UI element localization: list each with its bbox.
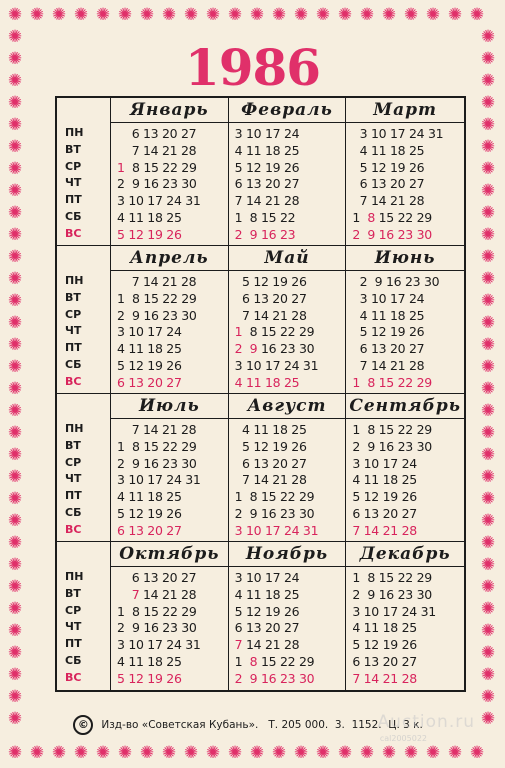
week-row: 5 12 19 26 xyxy=(117,226,182,242)
flower-icon: ✺ xyxy=(29,743,45,763)
week-row: 5 12 19 26 xyxy=(234,274,307,289)
flower-icon: ✺ xyxy=(480,269,496,289)
day-name: ВТ xyxy=(65,142,81,156)
week-row: 3 10 17 24 31 xyxy=(352,603,436,619)
month-name: Март xyxy=(346,98,464,123)
week-row: 2 9 16 23 30 xyxy=(352,274,440,289)
year-title: 1986 xyxy=(184,38,321,97)
flower-icon: ✺ xyxy=(161,5,177,25)
flower-icon: ✺ xyxy=(7,445,23,465)
flower-icon: ✺ xyxy=(480,49,496,69)
week-row: 4 11 18 25 xyxy=(117,653,182,669)
watermark: Auction.ru xyxy=(377,712,475,732)
month-days xyxy=(346,419,464,540)
flower-icon: ✺ xyxy=(480,621,496,641)
flower-icon: ✺ xyxy=(480,93,496,113)
flower-icon: ✺ xyxy=(480,423,496,443)
week-row: 3 10 17 24 xyxy=(117,324,182,340)
flower-icon: ✺ xyxy=(7,489,23,509)
week-row: 5 12 19 26 xyxy=(117,505,182,521)
week-row: 7 14 21 28 xyxy=(117,142,197,158)
week-row: 3 10 17 24 31 xyxy=(234,357,319,373)
week-row: 6 13 20 27 xyxy=(352,176,425,192)
flower-icon: ✺ xyxy=(7,247,23,267)
week-row: 6 13 20 27 xyxy=(234,455,307,471)
month-days xyxy=(229,567,346,688)
month-block xyxy=(346,542,464,690)
week-row: 1 8 15 22 29 xyxy=(352,374,432,390)
flower-icon: ✺ xyxy=(480,687,496,707)
week-row: 7 14 21 28 xyxy=(352,357,425,373)
month-name: Февраль xyxy=(229,98,346,123)
day-name: ПТ xyxy=(65,341,82,355)
flower-icon: ✺ xyxy=(7,269,23,289)
month-name: Апрель xyxy=(111,246,228,271)
day-name: СР xyxy=(65,455,82,469)
month-name: Январь xyxy=(111,98,228,123)
week-row: 4 11 18 25 xyxy=(234,586,300,602)
flower-icon: ✺ xyxy=(51,743,67,763)
flower-icon: ✺ xyxy=(403,743,419,763)
flower-icon: ✺ xyxy=(7,555,23,575)
flower-icon: ✺ xyxy=(271,743,287,763)
flower-icon: ✺ xyxy=(381,743,397,763)
flower-icon: ✺ xyxy=(7,313,23,333)
flower-icon: ✺ xyxy=(480,555,496,575)
day-names-column xyxy=(57,542,111,690)
flower-icon: ✺ xyxy=(293,5,309,25)
week-row: 1 8 15 22 29 xyxy=(352,570,432,585)
week-row: 7 14 21 28 xyxy=(352,193,425,209)
flower-icon: ✺ xyxy=(7,335,23,355)
flower-icon: ✺ xyxy=(469,743,485,763)
day-name: СБ xyxy=(65,209,82,223)
holiday-date: 2 xyxy=(234,341,243,357)
flower-icon: ✺ xyxy=(447,743,463,763)
flower-icon: ✺ xyxy=(7,159,23,179)
flower-icon: ✺ xyxy=(7,27,23,47)
flower-icon: ✺ xyxy=(7,643,23,663)
week-row: 3 10 17 24 31 xyxy=(352,126,444,141)
watermark-sub: cal2005022 xyxy=(379,734,427,743)
flower-icon: ✺ xyxy=(7,533,23,553)
flower-icon: ✺ xyxy=(480,115,496,135)
week-row: 4 11 18 25 xyxy=(117,341,182,357)
week-row: 6 13 20 27 xyxy=(234,620,300,636)
week-row: 2 9 16 23 30 xyxy=(117,176,197,192)
week-row: 7 14 21 28 xyxy=(117,422,197,437)
flower-icon: ✺ xyxy=(139,743,155,763)
flower-icon: ✺ xyxy=(480,225,496,245)
month-block xyxy=(346,394,464,542)
flower-icon: ✺ xyxy=(249,5,265,25)
day-name: ЧТ xyxy=(65,472,82,486)
week-row: 5 12 19 26 xyxy=(352,159,425,175)
month-days xyxy=(111,271,228,392)
week-row: 2 9 16 23 30 xyxy=(234,505,315,521)
week-row: 1 8 15 22 xyxy=(234,209,296,225)
month-block xyxy=(111,542,229,690)
flower-icon: ✺ xyxy=(480,335,496,355)
day-name: ПТ xyxy=(65,489,82,503)
flower-icon: ✺ xyxy=(480,709,496,729)
flower-icon: ✺ xyxy=(205,743,221,763)
week-row: 3 10 17 24 xyxy=(234,570,300,585)
holiday-date: 7 xyxy=(234,637,243,653)
flower-icon: ✺ xyxy=(480,291,496,311)
holiday-date: 7 xyxy=(131,586,140,602)
flower-icon: ✺ xyxy=(403,5,419,25)
holiday-date: 8 xyxy=(367,209,375,225)
day-name: ВТ xyxy=(65,438,81,452)
flower-icon: ✺ xyxy=(425,5,441,25)
holiday-date: 1 xyxy=(234,324,243,340)
month-days xyxy=(111,123,228,244)
week-row: 4 11 18 25 xyxy=(117,209,182,225)
holiday-date: 9 xyxy=(249,341,258,357)
week-row: 4 11 18 25 xyxy=(234,422,307,437)
week-row: 5 12 19 26 xyxy=(352,489,417,505)
flower-icon: ✺ xyxy=(480,489,496,509)
week-row: 7 14 21 28 xyxy=(117,274,197,289)
flower-icon: ✺ xyxy=(227,5,243,25)
day-name: ПТ xyxy=(65,637,82,651)
flower-icon: ✺ xyxy=(7,49,23,69)
flower-icon: ✺ xyxy=(7,357,23,377)
day-name: ЧТ xyxy=(65,324,82,338)
day-name: ПН xyxy=(65,422,84,435)
flower-icon: ✺ xyxy=(7,203,23,223)
flower-icon: ✺ xyxy=(447,5,463,25)
day-names-column xyxy=(57,98,111,246)
week-row: 5 12 19 26 xyxy=(234,603,300,619)
week-row: 4 11 18 25 xyxy=(352,620,417,636)
day-name: ЧТ xyxy=(65,620,82,634)
flower-icon: ✺ xyxy=(7,687,23,707)
flower-icon: ✺ xyxy=(480,313,496,333)
day-name: ВТ xyxy=(65,290,81,304)
week-row: 2 9 16 23 30 xyxy=(234,341,315,357)
month-block xyxy=(229,246,347,394)
flower-icon: ✺ xyxy=(480,181,496,201)
flower-icon: ✺ xyxy=(480,401,496,421)
flower-icon: ✺ xyxy=(73,743,89,763)
week-row: 4 11 18 25 xyxy=(352,142,425,158)
flower-icon: ✺ xyxy=(7,291,23,311)
copyright-icon: © xyxy=(73,715,93,735)
month-days xyxy=(229,271,346,392)
week-row: 6 13 20 27 xyxy=(234,176,300,192)
month-block xyxy=(229,394,347,542)
week-row: 4 11 18 25 xyxy=(117,489,182,505)
flower-icon: ✺ xyxy=(183,5,199,25)
month-name: Октябрь xyxy=(111,542,228,567)
holiday-date: 8 xyxy=(249,653,258,669)
flower-icon: ✺ xyxy=(139,5,155,25)
week-row: 1 8 15 22 29 xyxy=(117,603,197,619)
month-block xyxy=(346,98,464,246)
month-block xyxy=(111,246,229,394)
week-row: 3 10 17 24 31 xyxy=(117,193,201,209)
flower-icon: ✺ xyxy=(359,5,375,25)
week-row: 6 13 20 27 xyxy=(117,126,197,141)
month-days xyxy=(111,419,228,540)
week-row: 6 13 20 27 xyxy=(117,374,182,390)
flower-icon: ✺ xyxy=(29,5,45,25)
week-row: 2 9 16 23 30 xyxy=(117,307,197,323)
flower-icon: ✺ xyxy=(293,743,309,763)
week-row: 5 12 19 26 xyxy=(352,324,425,340)
flower-icon: ✺ xyxy=(161,743,177,763)
month-name: Сентябрь xyxy=(346,394,464,419)
flower-icon: ✺ xyxy=(480,137,496,157)
month-name: Август xyxy=(229,394,346,419)
flower-icon: ✺ xyxy=(337,5,353,25)
flower-icon: ✺ xyxy=(7,621,23,641)
week-row: 2 9 16 23 30 xyxy=(117,620,197,636)
flower-icon: ✺ xyxy=(480,599,496,619)
week-row: 7 14 21 28 xyxy=(234,307,307,323)
week-row: 3 10 17 24 xyxy=(352,290,425,306)
month-name: Ноябрь xyxy=(229,542,346,567)
week-row: 7 14 21 28 xyxy=(234,193,300,209)
flower-icon: ✺ xyxy=(227,743,243,763)
week-row: 1 8 15 22 29 xyxy=(234,489,315,505)
flower-icon: ✺ xyxy=(7,599,23,619)
month-block xyxy=(111,394,229,542)
day-name: ВТ xyxy=(65,586,81,600)
flower-icon: ✺ xyxy=(315,743,331,763)
flower-icon: ✺ xyxy=(480,577,496,597)
flower-icon: ✺ xyxy=(480,357,496,377)
flower-icon: ✺ xyxy=(117,743,133,763)
month-days xyxy=(346,271,464,392)
month-block xyxy=(229,98,347,246)
flower-icon: ✺ xyxy=(73,5,89,25)
week-row: 1 8 15 22 29 xyxy=(352,209,432,225)
month-block xyxy=(346,246,464,394)
month-days xyxy=(111,567,228,688)
flower-icon: ✺ xyxy=(480,379,496,399)
week-row: 2 9 16 23 30 xyxy=(352,586,432,602)
week-row: 2 9 16 23 30 xyxy=(352,438,432,454)
week-row: 3 10 17 24 xyxy=(234,126,300,141)
flower-icon: ✺ xyxy=(480,445,496,465)
week-row: 3 10 17 24 31 xyxy=(117,637,201,653)
flower-icon: ✺ xyxy=(7,379,23,399)
flower-icon: ✺ xyxy=(7,137,23,157)
flower-icon: ✺ xyxy=(7,743,23,763)
month-days xyxy=(346,567,464,688)
day-name: ПН xyxy=(65,274,84,287)
week-row: 6 13 20 27 xyxy=(352,341,425,357)
flower-icon: ✺ xyxy=(117,5,133,25)
publisher: Изд-во «Советская Кубань». xyxy=(101,719,259,731)
flower-icon: ✺ xyxy=(271,5,287,25)
week-row: 5 12 19 26 xyxy=(352,637,417,653)
flower-icon: ✺ xyxy=(7,467,23,487)
week-row: 1 8 15 22 29 xyxy=(117,290,197,306)
flower-icon: ✺ xyxy=(480,643,496,663)
day-name: ВС xyxy=(65,374,82,388)
day-names-column xyxy=(57,394,111,542)
week-row: 1 8 15 22 29 xyxy=(352,422,432,437)
day-name: СР xyxy=(65,603,82,617)
day-name: ЧТ xyxy=(65,176,82,190)
flower-icon: ✺ xyxy=(381,5,397,25)
week-row: 6 13 20 27 xyxy=(234,290,307,306)
flower-icon: ✺ xyxy=(480,27,496,47)
flower-icon: ✺ xyxy=(425,743,441,763)
day-name: СР xyxy=(65,159,82,173)
week-row: 4 11 18 25 xyxy=(352,472,417,488)
flower-icon: ✺ xyxy=(249,743,265,763)
week-row: 1 8 15 22 29 xyxy=(117,159,197,175)
flower-icon: ✺ xyxy=(7,225,23,245)
week-row: 6 13 20 27 xyxy=(352,653,417,669)
week-row: 1 8 15 22 29 xyxy=(234,324,315,340)
week-row: 5 12 19 26 xyxy=(117,670,182,686)
flower-icon: ✺ xyxy=(7,511,23,531)
day-name: ВС xyxy=(65,670,82,684)
day-name: СР xyxy=(65,307,82,321)
month-name: Июнь xyxy=(346,246,464,271)
flower-icon: ✺ xyxy=(7,577,23,597)
month-days xyxy=(346,123,464,244)
day-name: ПТ xyxy=(65,193,82,207)
holiday-date: 1 xyxy=(117,159,125,175)
flower-icon: ✺ xyxy=(7,665,23,685)
week-row: 7 14 21 28 xyxy=(234,472,307,488)
week-row: 2 9 16 23 30 xyxy=(234,670,315,686)
flower-icon: ✺ xyxy=(480,203,496,223)
week-row: 7 14 21 28 xyxy=(234,637,300,653)
flower-icon: ✺ xyxy=(51,5,67,25)
flower-icon: ✺ xyxy=(480,71,496,91)
week-row: 6 13 20 27 xyxy=(117,570,197,585)
week-row: 3 10 17 24 xyxy=(352,455,417,471)
flower-icon: ✺ xyxy=(7,71,23,91)
day-name: ВС xyxy=(65,522,82,536)
month-name: Декабрь xyxy=(346,542,464,567)
month-name: Май xyxy=(229,246,346,271)
week-row: 3 10 17 24 31 xyxy=(117,472,201,488)
week-row: 6 13 20 27 xyxy=(117,522,182,538)
month-name: Июль xyxy=(111,394,228,419)
day-name: СБ xyxy=(65,653,82,667)
month-block xyxy=(111,98,229,246)
day-name: ПН xyxy=(65,126,84,139)
flower-icon: ✺ xyxy=(337,743,353,763)
flower-icon: ✺ xyxy=(480,159,496,179)
flower-icon: ✺ xyxy=(359,743,375,763)
flower-icon: ✺ xyxy=(95,743,111,763)
flower-icon: ✺ xyxy=(480,665,496,685)
day-name: СБ xyxy=(65,357,82,371)
flower-icon: ✺ xyxy=(7,5,23,25)
week-row: 5 12 19 26 xyxy=(117,357,182,373)
week-row: 7 14 21 28 xyxy=(352,670,417,686)
week-row: 1 8 15 22 29 xyxy=(117,438,197,454)
week-row: 5 12 19 26 xyxy=(234,438,307,454)
week-row: 4 11 18 25 xyxy=(234,142,300,158)
week-row: 2 9 16 23 30 xyxy=(117,455,197,471)
flower-icon: ✺ xyxy=(480,511,496,531)
month-days xyxy=(229,123,346,244)
week-row: 6 13 20 27 xyxy=(352,505,417,521)
flower-icon: ✺ xyxy=(480,467,496,487)
week-row: 4 11 18 25 xyxy=(234,374,300,390)
flower-icon: ✺ xyxy=(315,5,331,25)
day-name: ВС xyxy=(65,226,82,240)
flower-icon: ✺ xyxy=(480,247,496,267)
flower-icon: ✺ xyxy=(469,5,485,25)
flower-icon: ✺ xyxy=(183,743,199,763)
flower-icon: ✺ xyxy=(205,5,221,25)
week-row: 2 9 16 23 30 xyxy=(352,226,432,242)
week-row: 7 14 21 28 xyxy=(131,586,197,602)
flower-icon: ✺ xyxy=(7,401,23,421)
month-days xyxy=(229,419,346,540)
flower-icon: ✺ xyxy=(7,709,23,729)
week-row: 1 8 15 22 29 xyxy=(234,653,315,669)
flower-icon: ✺ xyxy=(7,93,23,113)
week-row: 5 12 19 26 xyxy=(234,159,300,175)
day-name: СБ xyxy=(65,505,82,519)
flower-icon: ✺ xyxy=(480,533,496,553)
week-row: 3 10 17 24 31 xyxy=(234,522,319,538)
day-names-column xyxy=(57,246,111,394)
day-name: ПН xyxy=(65,570,84,583)
month-block xyxy=(229,542,347,690)
print-info: Т. 205 000. 3. 1152. Ц. 3 к. xyxy=(268,719,423,731)
flower-icon: ✺ xyxy=(95,5,111,25)
flower-icon: ✺ xyxy=(7,181,23,201)
week-row: 4 11 18 25 xyxy=(352,307,425,323)
flower-icon: ✺ xyxy=(7,423,23,443)
calendar-grid xyxy=(55,96,466,692)
week-row: 2 9 16 23 xyxy=(234,226,296,242)
week-row: 7 14 21 28 xyxy=(352,522,417,538)
flower-icon: ✺ xyxy=(7,115,23,135)
